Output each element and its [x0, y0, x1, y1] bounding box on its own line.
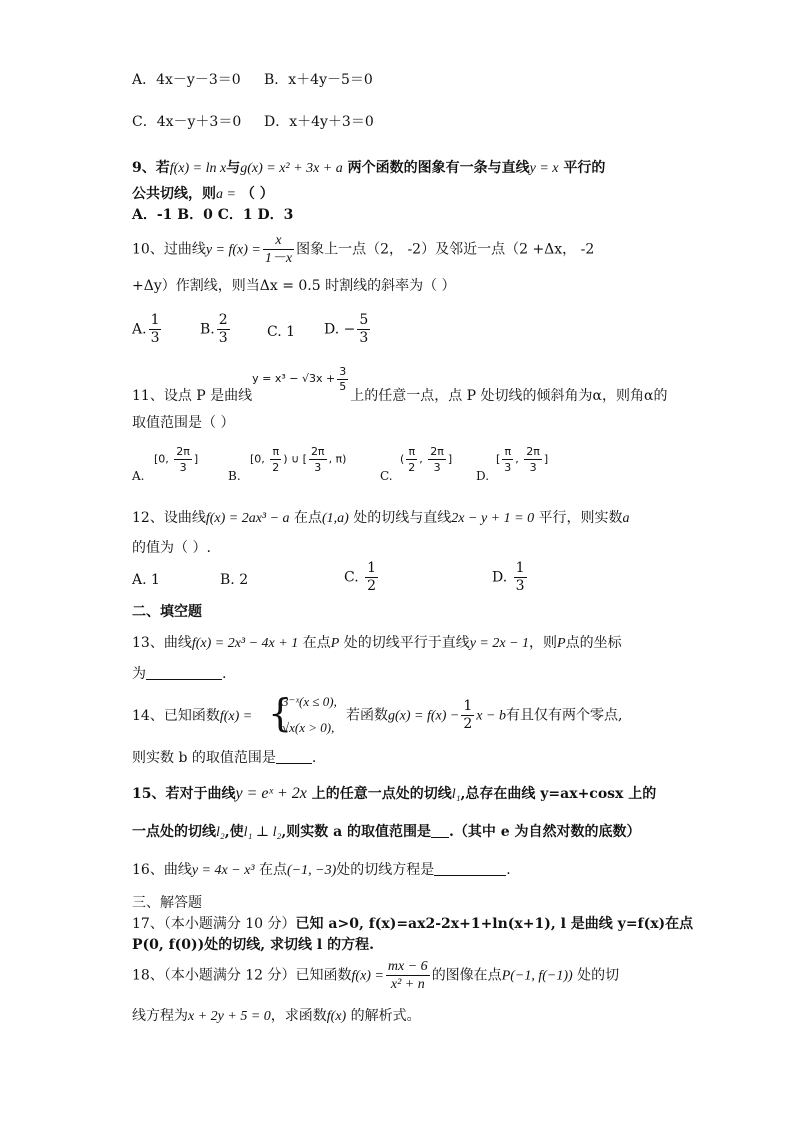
q14-text2: 若函数 [346, 707, 388, 724]
q8-option-d: D．x＋4y＋3＝0 [264, 114, 374, 130]
q17-text1: 17、（本小题满分 10 分） [132, 916, 296, 932]
q12-option-d-label: D. [492, 569, 508, 586]
q12-option-d [492, 560, 529, 595]
q13-text4: ，则 [529, 635, 558, 651]
q10-option-b-num: 2 [218, 312, 228, 328]
q15-line1 [132, 784, 666, 805]
q12-option-c-den: 2 [367, 578, 377, 594]
q10-option-a-num: 1 [150, 312, 160, 328]
q15-text7: .（其中 e 为自然对数的底数） [449, 824, 641, 840]
q11-curve [252, 364, 350, 393]
q11-option-d: [ $\frac{\pi}{3}$ , $\frac{2\pi}{3}$ ] [496, 445, 549, 474]
q15-line2 [132, 822, 666, 843]
q13-line: y = 2x − 1 [469, 636, 530, 651]
q13-text7: . [222, 666, 227, 682]
q18-line2 [132, 1006, 666, 1027]
q12-text4: 平行，则实数 [538, 510, 623, 526]
q15-text3: ,总存在曲线 y=ax+cosx 上的 [460, 786, 657, 802]
q13-line1 [132, 633, 666, 654]
q10-option-d [324, 312, 372, 347]
q18-text2: 的图像在点 [431, 967, 502, 984]
q12-text2: 在点 [294, 510, 323, 526]
q16-point: (−1, −3) [287, 863, 337, 878]
q13-p: P [330, 636, 340, 651]
q14-text5: . [311, 750, 317, 766]
q14-case1: 3⁻ˣ(x ≤ 0), [282, 694, 337, 709]
q12-option-d-den: 3 [515, 578, 525, 594]
q13-func: f(x) = 2x³ − 4x + 1 [191, 636, 299, 651]
q12-option-c [344, 560, 380, 595]
q11-curve-expr: y = x³ − √3x + [252, 372, 336, 385]
q12-line2: 的值为（ ）. [132, 540, 211, 556]
q14-frac-den: 2 [463, 716, 473, 732]
q17-line2: P(0, f(0))处的切线, 求切线 l 的方程. [132, 937, 374, 953]
q14-line2 [132, 748, 666, 768]
q18-func: f(x) = [351, 968, 384, 984]
q11-line1 [132, 362, 666, 413]
q11-option-b: [0, $\frac{\pi}{2}$ ) ∪ [ $\frac{2\pi}{3}$ , π) [250, 445, 347, 474]
q15-answer-blank[interactable] [431, 823, 449, 838]
q11-number: 11、设点 P 是曲线 [132, 388, 253, 404]
q14-g: g(x) = f(x) − [388, 708, 460, 724]
q18-text4: 线方程为 [132, 1008, 188, 1024]
q16-answer-blank[interactable] [434, 861, 506, 876]
q17-line1 [132, 914, 694, 934]
q10-option-a-den: 3 [150, 330, 160, 346]
q14-func: f(x) = [219, 709, 253, 724]
q8-option-b: B．x＋4y－5＝0 [264, 72, 373, 88]
q15-text2: 上的任意一点处的切线 [311, 786, 452, 802]
q12-option-c-label: C. [344, 569, 359, 586]
q11-option-c: ( $\frac{\pi}{2}$ , $\frac{2\pi}{3}$ ] [400, 445, 453, 474]
q10-text1: 图象上一点（2， -2）及邻近一点（2 +Δx， -2 [296, 241, 595, 258]
q15-perp: l₁ ⊥ l₂ [243, 825, 282, 840]
q11-text1: 上的任意一点，点 P 处切线的倾斜角为α，则角α的 [350, 388, 668, 404]
q16-text1: 16、曲线 [132, 862, 192, 878]
q18-point: P(−1, f(−1)) [501, 968, 573, 984]
q10-option-a [132, 312, 163, 347]
q9-options: A．-1 B．0 C．1 D．3 [132, 207, 294, 223]
q14-g-tail: x − b [476, 708, 506, 724]
q9-number: 9、若 [132, 160, 170, 176]
q10-line2: +Δy）作割线，则当Δx = 0.5 时割线的斜率为（ ） [132, 278, 456, 294]
q18-text6: 的解析式。 [350, 1008, 421, 1024]
q16-text4: . [506, 862, 511, 878]
q11-option-c-label: C. [380, 469, 393, 483]
q18-line: x + 2y + 5 = 0 [188, 1009, 271, 1024]
q14-frac-num: 1 [463, 698, 473, 714]
q11-option-d-label: D. [476, 469, 490, 483]
q18-text3: 处的切 [577, 967, 620, 984]
q10-frac-den: 1－x [264, 251, 293, 266]
q9-paren: （ ） [240, 186, 274, 202]
q9-f: f(x) = ln x [169, 161, 227, 176]
q10-option-a-frac [149, 312, 162, 347]
q10-option-a-label: A. [132, 321, 147, 338]
q16-text2: 在点 [259, 862, 288, 878]
q9-and: 与 [226, 160, 241, 176]
q8-option-c: C．4x－y＋3＝0 [132, 114, 242, 130]
q11-curve-den: 5 [339, 379, 347, 393]
q10-frac-num: x [263, 232, 294, 250]
q18-frac-den: x² + n [390, 977, 425, 992]
q14-answer-blank[interactable] [276, 749, 312, 764]
q9-text1: 两个函数的图象有一条与直线 [347, 160, 530, 176]
q14-case2: √x(x > 0), [282, 720, 335, 735]
q11-line2: 取值范围是（ ） [132, 415, 235, 431]
q12-option-a: A. 1 [132, 572, 160, 588]
q12-text1: 12、设曲线 [132, 510, 206, 526]
q10-func: y = f(x) = [205, 242, 261, 258]
q11-options [132, 444, 666, 488]
q12-option-b: B. 2 [220, 572, 249, 588]
q15-l1: l₁ [451, 787, 461, 802]
q10-option-d-label: D. − [324, 321, 356, 338]
q14-text1: 14、已知函数 [132, 708, 220, 724]
q12-var: a [622, 511, 630, 526]
q14-brace: { [268, 691, 293, 735]
q11-option-a-label: A. [132, 469, 145, 483]
q8-option-a: A．4x－y－3＝0 [132, 72, 241, 88]
q12-options [132, 560, 666, 604]
q14-line1 [132, 690, 666, 742]
q16-text3: 处的切线方程是 [336, 862, 435, 878]
q18-f: f(x) [326, 1009, 347, 1024]
q10-option-b-den: 3 [218, 330, 228, 346]
q14-text3: 有且仅有两个零点, [505, 707, 623, 724]
q15-l2: l₂ [216, 825, 225, 840]
q10-line1 [132, 232, 666, 268]
q12-func: f(x) = 2ax³ − a [205, 511, 290, 526]
q12-line1 [132, 508, 666, 529]
q16-func: y = 4x − x³ [191, 863, 255, 878]
q15-text4: 一点处的切线 [132, 824, 216, 840]
q9-text2: 平行的 [563, 160, 606, 176]
q15-text5: ,使 [224, 824, 244, 840]
q10-option-b-label: B. [200, 321, 215, 338]
q12-text3: 处的切线与直线 [353, 510, 452, 526]
q10-option-b-frac [217, 312, 230, 347]
q10-option-d-num: 5 [359, 312, 369, 328]
q18-fraction [386, 958, 430, 993]
q11-option-b-label: B. [228, 469, 241, 483]
q14-text1-group [132, 706, 252, 727]
q11-option-a: [0, $\frac{2\pi}{3}$ ] [154, 445, 199, 474]
q10-option-b [200, 312, 232, 347]
q12-line: 2x − y + 1 = 0 [451, 511, 535, 526]
q10-fraction [263, 232, 294, 267]
section-fill-in: 二、填空题 [132, 604, 202, 620]
q12-option-d-num: 1 [515, 560, 525, 576]
q13-p2: P [557, 636, 566, 651]
q13-line2 [132, 664, 666, 684]
q9-line: y = x [529, 161, 559, 176]
q14-g-group [346, 698, 622, 733]
q17-text2: 已知 a>0, f(x)=ax2-2x+1+ln(x+1), l 是曲线 y=f(x)在点 [295, 916, 694, 932]
q9-a: a = [216, 187, 236, 202]
q13-text6: 为 [132, 666, 146, 682]
q9-g: g(x) = x² + 3x + a [240, 161, 343, 176]
section-answer: 三、解答题 [132, 895, 202, 911]
q11-curve-num: 3 [339, 364, 347, 378]
q11-curve-frac [337, 365, 348, 394]
q15-text6: ,则实数 a 的取值范围是 [281, 824, 432, 840]
q13-answer-blank[interactable] [146, 665, 222, 680]
q15-text1: 15、若对于曲线 [132, 786, 236, 802]
q15-curve: y = eˣ + 2x [235, 785, 307, 802]
q8-options-row1 [132, 70, 666, 90]
q16-line [132, 860, 666, 881]
q10-option-c: C. 1 [267, 324, 296, 340]
q8-options-row2 [132, 112, 666, 132]
q18-text1: 18、（本小题满分 12 分）已知函数 [132, 967, 352, 984]
q12-option-c-num: 1 [367, 560, 377, 576]
q9-line2 [132, 184, 666, 205]
q12-point: (1,a) [322, 511, 349, 526]
q10-option-d-den: 3 [359, 330, 369, 346]
q14-frac [461, 698, 474, 733]
q9-text3: 公共切线，则 [132, 186, 216, 202]
q10-option-d-frac [357, 312, 370, 347]
q13-text1: 13、曲线 [132, 635, 192, 651]
q10-options [132, 312, 666, 352]
q9-line1 [132, 158, 666, 179]
q14-text4: 则实数 b 的取值范围是 [132, 750, 276, 766]
q18-line1 [132, 958, 666, 994]
q18-text5: ，求函数 [270, 1008, 327, 1024]
q13-text2: 在点 [302, 635, 331, 651]
q13-text5: 点的坐标 [565, 635, 622, 651]
q13-text3: 处的切线平行于直线 [343, 635, 470, 651]
q18-frac-num: mx − 6 [387, 959, 428, 974]
q10-number: 10、过曲线 [132, 241, 206, 258]
